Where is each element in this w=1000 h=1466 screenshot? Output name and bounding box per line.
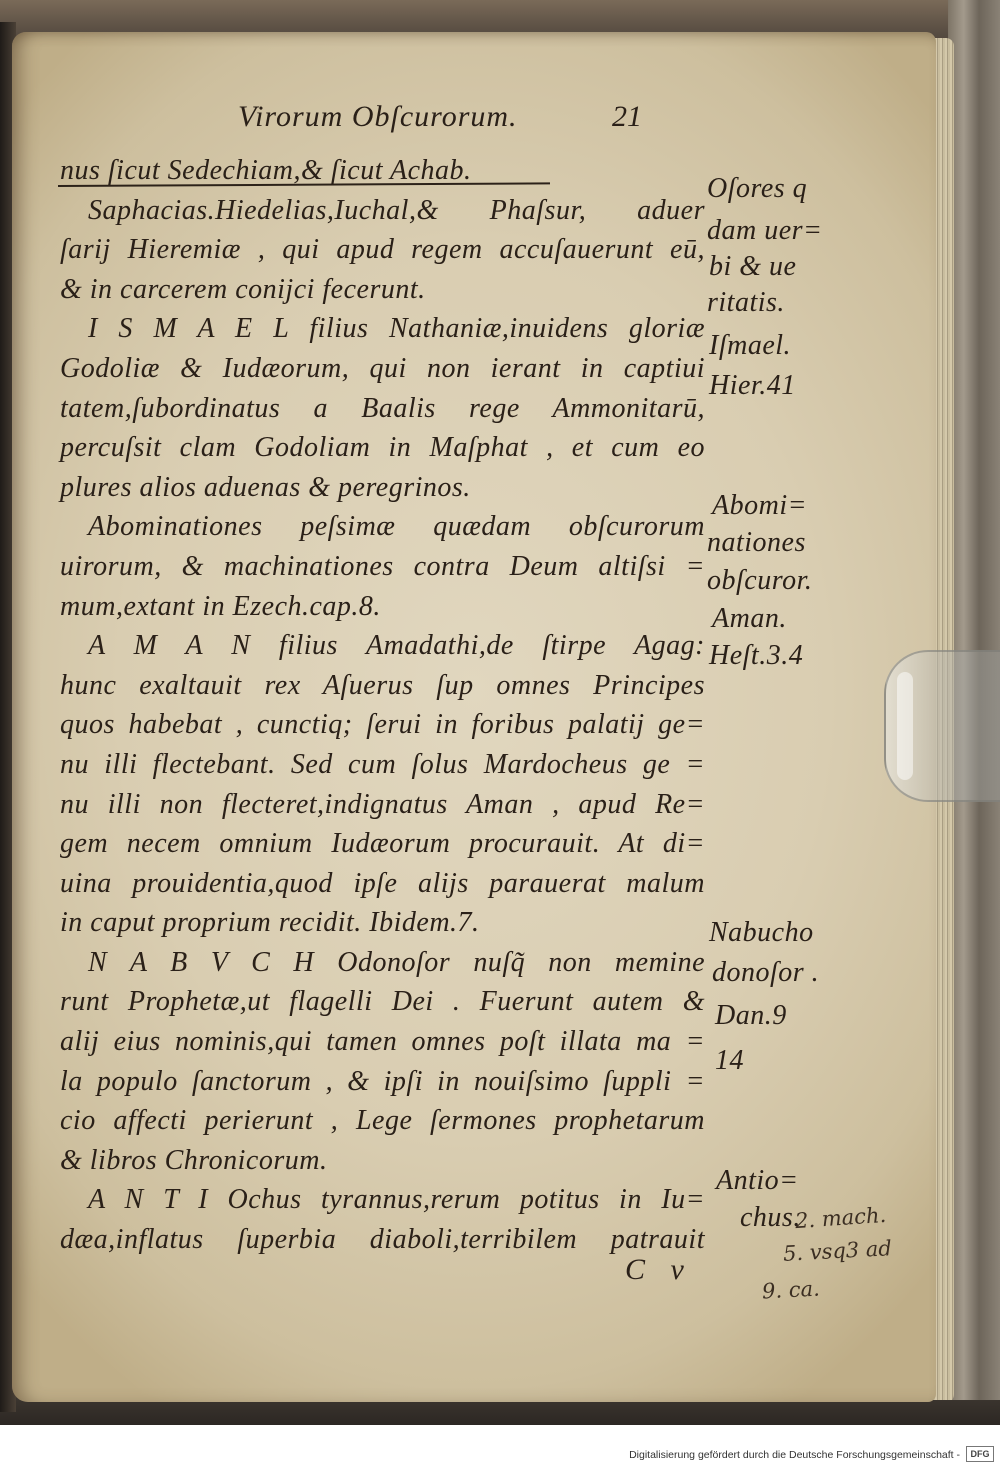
marginal-note: Iſmael. [709,330,792,361]
text-line: & in carcerem conijci fecerunt. [60,273,426,305]
text-line: Godoliæ & Iudæorum, qui non ierant in captiui [60,352,705,384]
marginal-note: Antio= [716,1165,799,1196]
text-line: nus ſicut Sedechiam,& ſicut Achab. [60,155,472,186]
text-line: Saphacias.Hiedelias,Iuchal,& Phaſsur, aduer [88,194,705,226]
text-line: uina prouidentia,quod ipſe alijs parauerat malum [60,867,705,899]
text-line: Abominationes peſsimæ quædam obſcurorum [88,511,705,543]
text-line: hunc exaltauit rex Aſuerus ſup omnes Principes [60,669,705,701]
marginal-note: donoſor . [712,957,820,988]
text-line: plures alios aduenas & peregrinos. [60,471,471,503]
funding-credit: Digitalisierung gefördert durch die Deutsche Forschungsgemeinschaft - [629,1449,960,1461]
folio-number: 21 [612,100,642,133]
dfg-logo: DFG [966,1446,994,1462]
text-line: runt Prophetæ,ut flagelli Dei . Fuerunt autem & [60,986,705,1018]
text-line: nu illi flectebant. Sed cum ſolus Mardocheus ge = [60,748,705,780]
marginal-note: Abomi= [712,490,807,521]
text-line: & libros Chronicorum. [60,1144,328,1176]
text-line: N A B V C H Odonoſor nuſq̃ non memine [88,946,705,978]
handwritten-note-line: 5. vsq3 ad [782,1236,893,1266]
text-line: mum,extant in Ezech.cap.8. [60,590,381,622]
marginal-note: 14 [715,1045,744,1076]
page-clasp-highlight [897,672,913,780]
marginal-note: Oſores q [707,173,808,204]
text-line: uirorum, & machinationes contra Deum altiſsi = [60,550,705,582]
text-line: la populo ſanctorum , & ipſi in nouiſsimo ſuppli = [60,1065,705,1097]
marginal-note: nationes [707,527,806,558]
text-line: cio affecti perierunt , Lege ſermones prophetarum [60,1105,705,1137]
text-line: percuſsit clam Godoliam in Maſphat , et cum eo [60,432,705,464]
text-line: ſarij Hieremiæ , qui apud regem accuſauerunt eū, [60,234,705,266]
marginal-note: dam uer= [707,215,823,246]
marginal-note: chus. [740,1202,801,1233]
text-line: tatem,ſubordinatus a Baalis rege Ammonitarū, [60,392,705,424]
marginal-note: obſcuror. [707,565,813,596]
marginal-note: Dan.9 [715,1000,787,1031]
text-line: nu illi non flecteret,indignatus Aman , apud Re= [60,788,705,820]
text-line: gem necem omnium Iudæorum procurauit. At di= [60,828,705,860]
text-line: alij eius nominis,qui tamen omnes poſt illata ma = [60,1026,705,1058]
text-line: dæa,inflatus ſuperbia diaboli,terribilem patrauit [60,1224,705,1256]
marginal-note: Hier.41 [709,370,796,401]
text-line: quos habebat , cunctiq; ſerui in foribus palatij ge= [60,709,705,741]
text-line: A M A N filius Amadathi,de ſtirpe Agag: [88,630,705,662]
marginal-note: Aman. [712,603,787,634]
running-head-title: Virorum Obſcurorum. [238,100,518,133]
book-cover-bottom [0,1400,1000,1425]
marginal-note: bi & ue [709,251,797,282]
handwritten-note-line: 9. ca. [761,1276,821,1304]
digitization-footer [0,1425,1000,1466]
marginal-note: ritatis. [707,287,785,318]
handwritten-note-line: 2. mach. [794,1202,887,1234]
marginal-note: Heſt.3.4 [709,640,804,671]
marginal-note: Nabucho [709,917,814,948]
signature-mark: C v [625,1253,684,1286]
text-line: in caput proprium recidit. Ibidem.7. [60,907,480,939]
main-text-block [60,151,705,1260]
text-line: A N T I Ochus tyrannus,rerum potitus in Iu= [88,1184,705,1216]
text-line: I S M A E L filius Nathaniæ,inuidens gloriæ [88,313,705,345]
